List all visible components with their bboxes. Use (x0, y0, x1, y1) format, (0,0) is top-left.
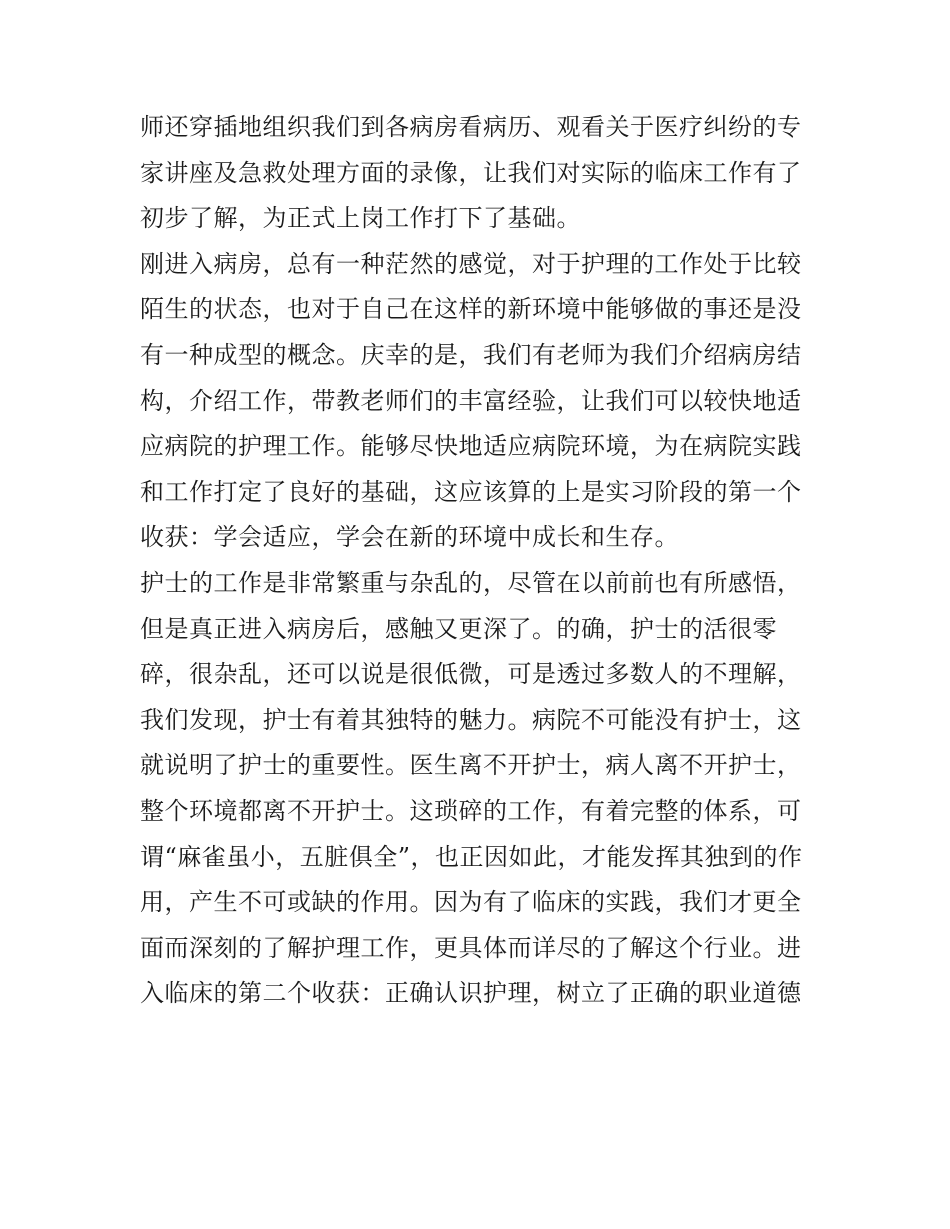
paragraph-2 (140, 242, 820, 561)
text-line: 用，产生不可或缺的作用。因为有了临床的实践，我们才更全 (140, 888, 802, 917)
text-line: 谓“麻雀虽小，五脏俱全”，也正因如此，才能发挥其独到的作 (140, 842, 803, 871)
text-line: 但是真正进入病房后，感触又更深了。的确，护士的活很零 (140, 614, 777, 643)
text-line: 师还穿插地组织我们到各病房看病历、观看关于医疗纠纷的专 (140, 113, 802, 141)
document-body (140, 105, 820, 1017)
text-line: 应病院的护理工作。能够尽快地适应病院环境，为在病院实践 (140, 432, 802, 461)
text-line: 刚进入病房，总有一种茫然的感觉，对于护理的工作处于比较 (140, 249, 802, 278)
text-line: 整个环境都离不开护士。这琐碎的工作，有着完整的体系，可 (140, 796, 802, 825)
text-line: 初步了解，为正式上岗工作打下了基础。 (140, 204, 581, 233)
paragraph-1 (140, 105, 820, 242)
text-line: 碎，很杂乱，还可以说是很低微，可是透过多数人的不理解， (140, 660, 802, 689)
text-line: 有一种成型的概念。庆幸的是，我们有老师为我们介绍病房结 (140, 340, 802, 369)
text-line: 构，介绍工作，带教老师们的丰富经验，让我们可以较快地适 (140, 386, 802, 415)
text-line: 家讲座及急救处理方面的录像，让我们对实际的临床工作有了 (140, 158, 802, 187)
text-line: 就说明了护士的重要性。医生离不开护士，病人离不开护士， (140, 751, 802, 780)
text-line: 护士的工作是非常繁重与杂乱的，尽管在以前前也有所感悟， (140, 568, 802, 597)
paragraph-3 (140, 561, 820, 1017)
text-line: 面而深刻的了解护理工作，更具体而详尽的了解这个行业。进 (140, 933, 802, 962)
text-line: 陌生的状态，也对于自己在这样的新环境中能够做的事还是没 (140, 295, 802, 324)
text-line: 入临床的第二个收获：正确认识护理，树立了正确的职业道德 (140, 979, 802, 1008)
text-line: 我们发现，护士有着其独特的魅力。病院不可能没有护士，这 (140, 705, 802, 734)
text-line: 收获：学会适应，学会在新的环境中成长和生存。 (140, 523, 679, 552)
text-line: 和工作打定了良好的基础，这应该算的上是实习阶段的第一个 (140, 477, 802, 506)
